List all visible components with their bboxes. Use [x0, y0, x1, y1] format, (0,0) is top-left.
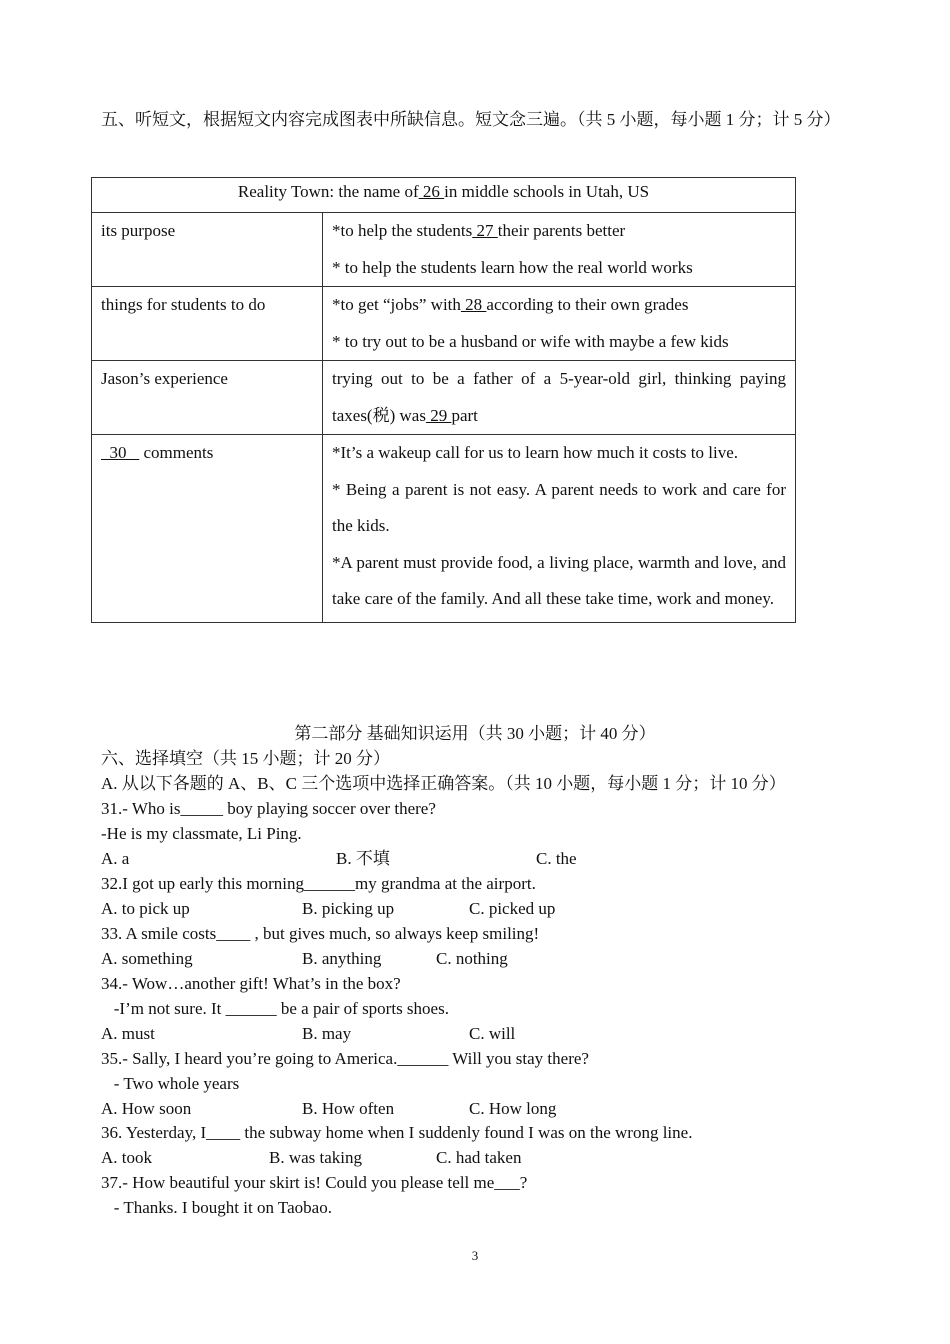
content-line [332, 213, 786, 250]
section5-instruction: 五、听短文，根据短文内容完成图表中所缺信息。短文念三遍。（共 5 小题，每小题 1 分；计 5 分） [101, 110, 841, 129]
q36-option-b: B. was taking [269, 1148, 363, 1167]
question-34: 34.- Wow…another gift! What’s in the box? [101, 974, 401, 993]
question-36: 36. Yesterday, I____ the subway home when I suddenly found I was on the wrong line. [101, 1123, 693, 1142]
row-content [323, 361, 796, 435]
line-text: trying out to be a father of a 5-year-old girl, thinking paying taxes(税) was [332, 369, 786, 425]
content-line: * to try out to be a husband or wife with maybe a few kids [332, 331, 729, 351]
question-31: 31.- Who is_____ boy playing soccer over there? [101, 799, 436, 818]
q35-option-c: C. How long [469, 1099, 557, 1118]
question-37-line2: - Thanks. I bought it on Taobao. [101, 1198, 332, 1217]
question-35-line2: - Two whole years [101, 1074, 240, 1093]
line-text: *to get “jobs” with [332, 295, 461, 314]
table-row [92, 213, 796, 287]
blank-30: 30 [101, 443, 140, 462]
info-table [91, 177, 796, 623]
section6-title: 六、选择填空（共 15 小题；计 20 分） [101, 749, 390, 768]
sectionA-instruction: A. 从以下各题的 A、B、C 三个选项中选择正确答案。（共 10 小题，每小题 1 分；计 10 分） [101, 774, 786, 793]
header-text-after: in middle schools in Utah, US [444, 182, 650, 201]
table-header [92, 178, 796, 213]
part2-title: 第二部分 基础知识运用（共 30 小题；计 40 分） [294, 724, 656, 743]
q36-option-a: A. took [101, 1148, 152, 1167]
q32-option-c: C. picked up [469, 899, 556, 918]
question-37: 37.- How beautiful your skirt is! Could you please tell me___? [101, 1173, 528, 1192]
blank-28: 28 [460, 295, 487, 314]
line-text: part [451, 405, 478, 425]
row-label: things for students to do [92, 287, 323, 361]
blank-29: 29 [425, 405, 452, 425]
table-row [92, 361, 796, 435]
q33-option-b: B. anything [302, 949, 382, 968]
q31-option-b: B. 不填 [336, 849, 390, 868]
row-label: its purpose [92, 213, 323, 287]
q31-option-a: A. a [101, 849, 130, 868]
row-content [323, 287, 796, 361]
line-text: *to help the students [332, 221, 473, 240]
table-header-row [92, 178, 796, 213]
row-label [92, 435, 323, 623]
content-paragraph: *A parent must provide food, a living place, warmth and love, and take care of the family. And all these take time, work and money. [332, 552, 786, 608]
question-33: 33. A smile costs____ , but gives much, so always keep smiling! [101, 924, 540, 943]
content-paragraph [332, 361, 786, 434]
q35-option-a: A. How soon [101, 1099, 192, 1118]
q33-option-c: C. nothing [436, 949, 508, 968]
header-text-before: Reality Town: the name of [237, 182, 419, 201]
row-content [323, 213, 796, 287]
q34-option-c: C. will [469, 1024, 516, 1043]
q34-option-a: A. must [101, 1024, 155, 1043]
question-34-line2: -I’m not sure. It ______ be a pair of sports shoes. [101, 999, 449, 1018]
line-text: according to their own grades [486, 295, 689, 314]
content-line [332, 287, 786, 324]
table-row [92, 287, 796, 361]
row-label: Jason’s experience [92, 361, 323, 435]
q32-option-a: A. to pick up [101, 899, 190, 918]
q33-option-a: A. something [101, 949, 193, 968]
q31-option-c: C. the [536, 849, 577, 868]
table-row [92, 435, 796, 623]
page-number: 3 [471, 1248, 479, 1263]
content-line: * to help the students learn how the real world works [332, 257, 693, 277]
q32-option-b: B. picking up [302, 899, 395, 918]
q36-option-c: C. had taken [436, 1148, 522, 1167]
row-content [323, 435, 796, 623]
label-text: comments [139, 443, 214, 462]
question-31-line2: -He is my classmate, Li Ping. [101, 824, 302, 843]
blank-27: 27 [472, 221, 498, 240]
q35-option-b: B. How often [302, 1099, 395, 1118]
q34-option-b: B. may [302, 1024, 352, 1043]
question-32: 32.I got up early this morning______my grandma at the airport. [101, 874, 536, 893]
question-35: 35.- Sally, I heard you’re going to America.______ Will you stay there? [101, 1049, 589, 1068]
content-paragraph: *It’s a wakeup call for us to learn how much it costs to live. [332, 443, 739, 462]
content-paragraph: * Being a parent is not easy. A parent needs to work and care for the kids. [332, 479, 786, 535]
blank-26: 26 [418, 182, 445, 201]
line-text: their parents better [497, 221, 626, 240]
